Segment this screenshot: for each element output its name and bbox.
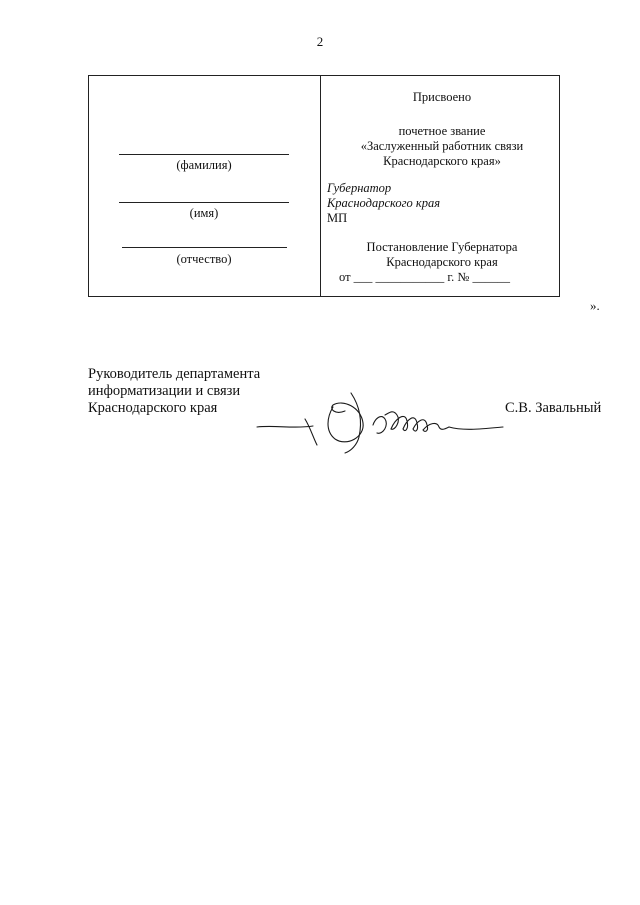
name-line — [119, 202, 289, 203]
signer-name: С.В. Завальный — [505, 400, 602, 416]
decree-line-1: Постановление Губернатора — [366, 240, 518, 254]
position-line-1: Руководитель департамента — [88, 366, 261, 382]
handwritten-signature — [255, 385, 505, 460]
position-line-3: Краснодарского края — [88, 400, 218, 416]
title-line-1: почетное звание — [398, 124, 486, 138]
patronymic-caption: (отчество) — [176, 252, 232, 266]
signature-position — [88, 366, 260, 417]
governor-line-2: Краснодарского края — [327, 196, 441, 210]
awarded-label: Присвоено — [412, 90, 472, 104]
closing-quote: ». — [590, 298, 600, 313]
surname-line — [119, 154, 289, 155]
certificate-form — [88, 75, 560, 297]
title-line-3: Краснодарского края» — [383, 154, 501, 168]
title-line-2: «Заслуженный работник связи — [360, 139, 524, 153]
surname-caption: (фамилия) — [176, 158, 232, 172]
decree-line-2: Краснодарского края — [386, 255, 498, 269]
name-caption: (имя) — [189, 206, 219, 220]
page-number: 2 — [316, 34, 324, 49]
seal-label: МП — [327, 211, 348, 225]
form-divider — [320, 76, 321, 296]
decree-date: от ___ ___________ г. № ______ — [339, 270, 510, 284]
patronymic-line — [122, 247, 287, 248]
governor-line-1: Губернатор — [327, 181, 392, 195]
position-line-2: информатизации и связи — [88, 383, 241, 399]
